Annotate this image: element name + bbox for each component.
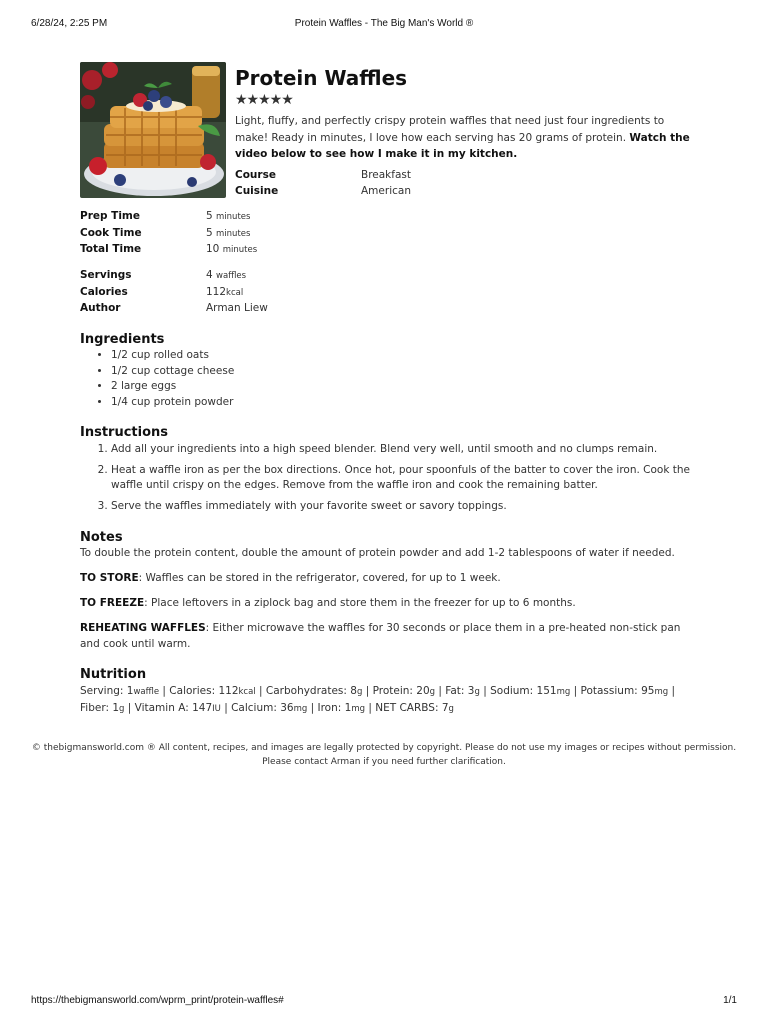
course-label: Course — [235, 169, 276, 181]
nutrition-value: 3 — [467, 685, 475, 697]
list-item: • 1/2 cup rolled oats — [111, 348, 234, 364]
nutrition-item — [490, 685, 570, 697]
total-time-value: 10 minutes — [206, 243, 258, 255]
servings-value: 4 waffles — [206, 269, 247, 281]
nutrition-value: 1 — [344, 701, 352, 714]
nutrition-item — [375, 702, 454, 714]
print-page-title: Protein Waffles - The Big Man's World ® — [294, 18, 474, 29]
nutrition-label: Calories: — [169, 685, 219, 697]
copyright-line-2: Please contact Arman if you need further clarification. — [262, 756, 506, 767]
ingredients-heading: Ingredients — [80, 332, 165, 347]
nutrition-item — [266, 685, 362, 697]
nutrition-item — [445, 685, 480, 697]
nutrition-unit: kcal — [238, 687, 256, 697]
nutrition-value: 1 — [112, 701, 120, 714]
author-label: Author — [80, 302, 121, 314]
nutrition-label: Iron: — [317, 701, 345, 714]
nutrition-unit: mg — [293, 703, 308, 714]
print-page-number: 1/1 — [723, 995, 737, 1006]
nutrition-label: Fat: — [445, 685, 468, 697]
nutrition-unit: g — [119, 703, 125, 714]
instructions-heading: Instructions — [80, 425, 169, 440]
nutrition-label: Sodium: — [490, 685, 537, 697]
copyright-notice — [0, 742, 768, 769]
total-time-label: Total Time — [80, 243, 142, 255]
star-rating-icon: ★★★★★ — [235, 92, 293, 108]
servings-label: Servings — [80, 269, 132, 281]
nutrition-label: Potassium: — [580, 685, 642, 697]
prep-time-label: Prep Time — [80, 210, 140, 222]
recipe-title: Protein Waffles — [235, 66, 408, 90]
nutrition-item — [318, 702, 366, 714]
nutrition-value: 147 — [192, 701, 213, 714]
recipe-image — [80, 62, 226, 198]
nutrition-label: Calcium: — [231, 701, 281, 714]
list-item: • 2 large eggs — [111, 379, 234, 395]
waffle-photo-illustration — [80, 62, 226, 198]
nutrition-unit: g — [356, 687, 363, 697]
nutrition-item — [373, 685, 435, 697]
prep-time-value: 5 minutes — [206, 210, 251, 222]
nutrition-unit: mg — [351, 703, 366, 714]
nutrition-item — [135, 702, 221, 714]
recipe-header — [235, 66, 695, 163]
list-item: • 1/4 cup protein powder — [111, 395, 234, 411]
nutrition-value: 7 — [441, 701, 449, 714]
nutrition-label: NET CARBS: — [375, 701, 442, 714]
nutrition-unit: mg — [654, 687, 669, 697]
cook-time-label: Cook Time — [80, 227, 142, 239]
nutrition-value: 1 — [126, 685, 134, 697]
nutrition-label: Serving: — [80, 685, 127, 697]
instruction-step: 1. Add all your ingredients into a high speed blender. Blend very well, until smooth and no clumps remain. — [111, 442, 721, 458]
nutrition-unit: g — [474, 687, 480, 697]
cook-time-value: 5 minutes — [206, 227, 251, 239]
nutrition-value: 20 — [416, 685, 430, 697]
notes-reheat: REHEATING WAFFLES: Either microwave the waffles for 30 seconds or place them in a pre-heated non-stick pan and cook until warm. — [80, 622, 681, 650]
cuisine-value: American — [361, 185, 411, 197]
author-value: Arman Liew — [206, 302, 268, 314]
nutrition-value: 112 — [218, 685, 239, 697]
nutrition-label: Carbohydrates: — [265, 685, 351, 697]
nutrition-item — [80, 702, 124, 714]
copyright-line-1: © thebigmansworld.com ® All content, recipes, and images are legally protected by copyright. Please do not use my images or recipes without permission. — [31, 743, 737, 753]
nutrition-label: Protein: — [372, 685, 417, 697]
nutrition-heading: Nutrition — [80, 667, 147, 682]
summary-text: Light, fluffy, and perfectly crispy protein waffles that need just four ingredients to make! Ready in minutes, I love how each serving has 20 grams of protein. — [235, 115, 665, 144]
nutrition-unit: IU — [212, 703, 221, 714]
notes-heading: Notes — [80, 530, 123, 545]
notes-freeze: TO FREEZE: Place leftovers in a ziplock bag and store them in the freezer for up to 6 months. — [80, 597, 576, 609]
nutrition-unit: waffle — [133, 687, 160, 697]
nutrition-unit: mg — [556, 687, 571, 697]
nutrition-value: 8 — [350, 685, 357, 697]
nutrition-value: 151 — [536, 685, 557, 697]
print-url: https://thebigmansworld.com/wprm_print/protein-waffles# — [31, 995, 284, 1006]
instruction-step: 3. Serve the waffles immediately with your favorite sweet or savory toppings. — [111, 499, 721, 515]
nutrition-value: 95 — [641, 685, 655, 697]
nutrition-item — [231, 702, 307, 714]
nutrition-label: Fiber: — [80, 701, 113, 714]
nutrition-unit: g — [448, 703, 454, 714]
notes-store: TO STORE: Waffles can be stored in the refrigerator, covered, for up to 1 week. — [80, 572, 501, 584]
summary-video-callout: Watch the video below to see how I make it in my kitchen. — [235, 131, 690, 160]
course-value: Breakfast — [361, 169, 411, 181]
calories-label: Calories — [80, 286, 128, 298]
notes-intro: To double the protein content, double the amount of protein powder and add 1-2 tablespoons of water if needed. — [80, 547, 675, 559]
calories-value: 112kcal — [206, 286, 244, 298]
print-datetime: 6/28/24, 2:25 PM — [31, 18, 108, 29]
nutrition-item — [581, 685, 669, 697]
nutrition-unit: g — [429, 687, 436, 697]
instruction-step: 2. Heat a waffle iron as per the box directions. Once hot, pour spoonfuls of the batter to cover the iron. Cook the waffle until crispy on the edges. Remove from the waffle iron and cook the remaining batter. — [111, 463, 721, 494]
instructions-list — [80, 442, 721, 519]
cuisine-label: Cuisine — [235, 185, 279, 197]
nutrition-item — [80, 685, 159, 697]
nutrition-value: 36 — [280, 701, 294, 714]
list-item: • 1/2 cup cottage cheese — [111, 364, 234, 380]
nutrition-label: Vitamin A: — [134, 701, 193, 714]
nutrition-item — [169, 685, 255, 697]
ingredients-list — [80, 348, 234, 411]
nutrition-facts: Serving: 1waffle | Calories: 112kcal | Carbohydrates: 8g | Protein: 20g | Fat: 3g | Sodium: 151mg | Potassium: 95mg | Fiber: 1g | Vitamin A: 147IU | Calcium: 36mg | Iron: 1mg | NET CARBS: 7g — [80, 685, 676, 714]
recipe-summary — [235, 113, 695, 163]
